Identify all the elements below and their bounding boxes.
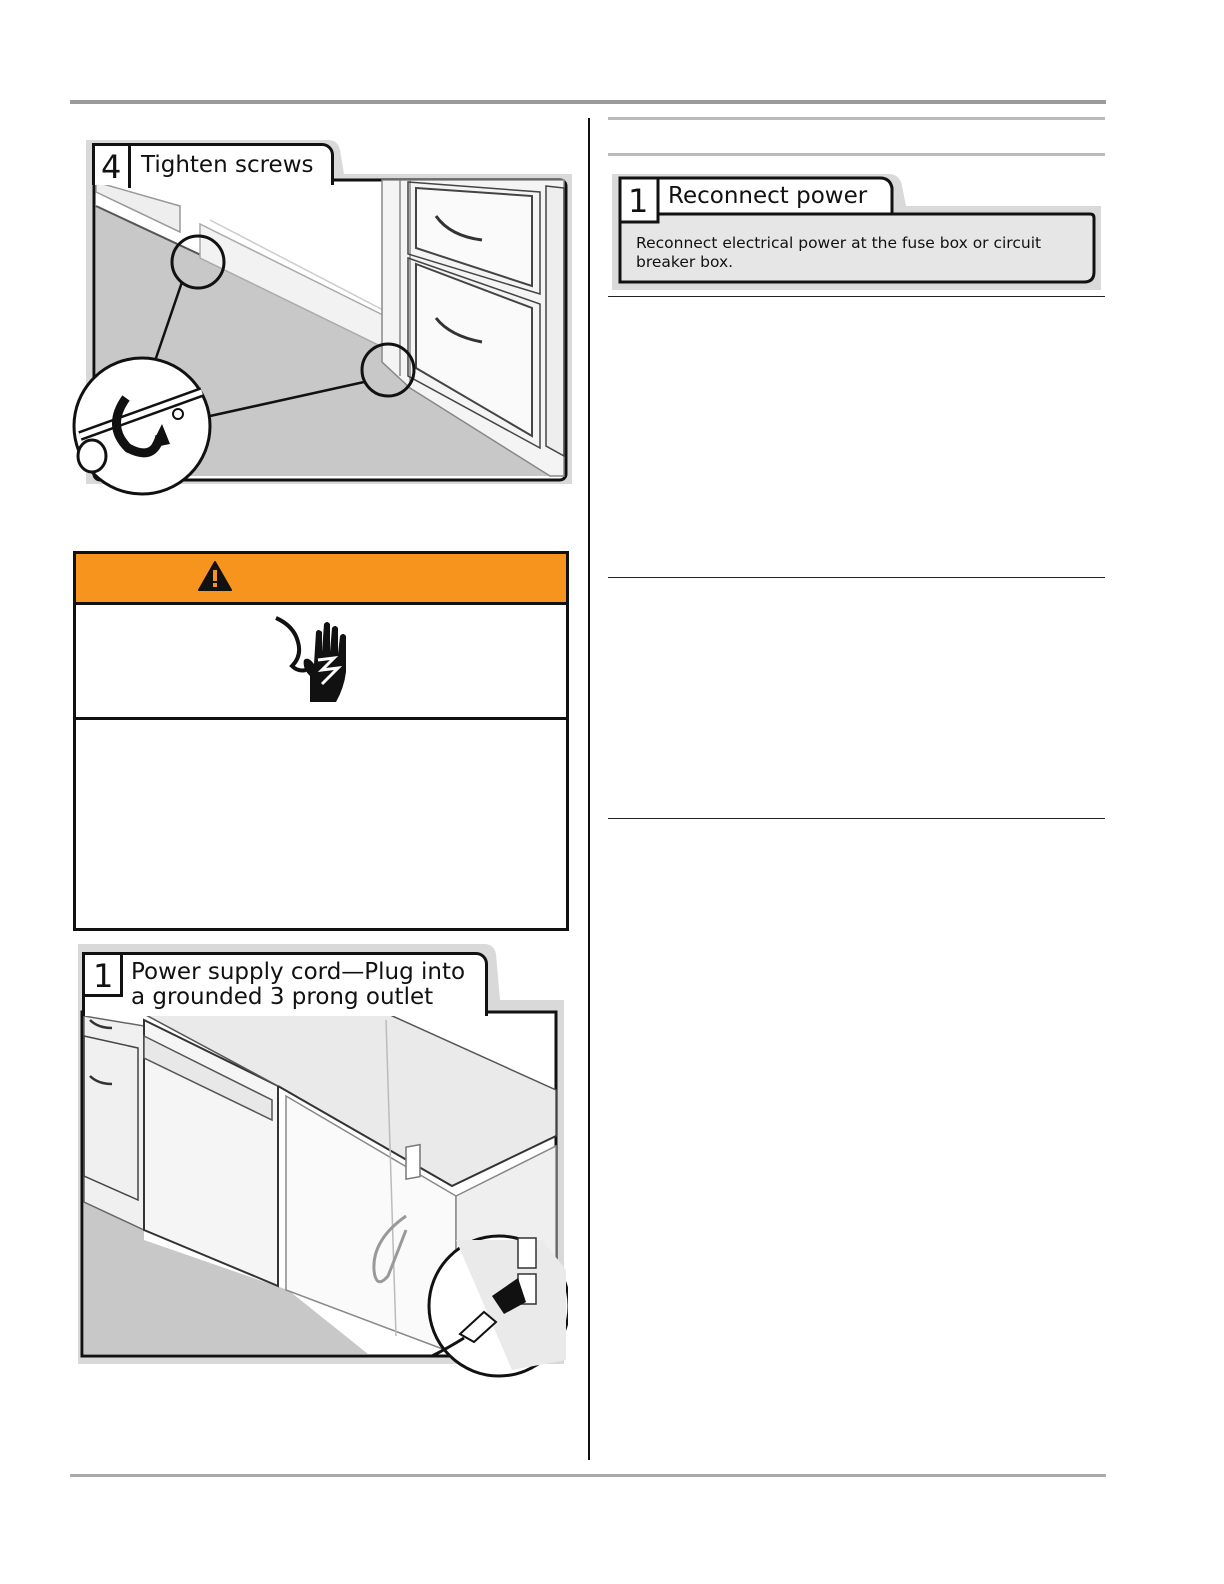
step-4-number: 4 — [101, 148, 122, 186]
column-divider — [588, 118, 590, 1460]
right-divider-2 — [608, 577, 1105, 578]
reconnect-step-title: Reconnect power — [668, 183, 868, 209]
power-cord-title-line1: Power supply cord—Plug into — [131, 959, 466, 985]
step-4-tab — [92, 143, 334, 185]
step-4-title: Tighten screws — [141, 152, 314, 178]
warning-box — [73, 551, 569, 931]
right-header-rule-2 — [608, 153, 1105, 156]
right-divider-1 — [608, 296, 1105, 297]
right-header-rule-1 — [608, 117, 1105, 120]
electrical-shock-hand-icon — [272, 612, 358, 704]
warning-triangle-icon — [198, 560, 232, 592]
power-cord-title-line2: a grounded 3 prong outlet — [131, 984, 434, 1010]
power-cord-tab — [82, 952, 488, 1016]
warning-header — [76, 554, 566, 605]
warning-symbol-row — [76, 602, 566, 720]
reconnect-step-number: 1 — [628, 182, 649, 220]
top-rule — [70, 100, 1106, 104]
right-divider-3 — [608, 818, 1105, 819]
power-cord-number-box — [85, 955, 123, 997]
tighten-screws-figure — [70, 136, 575, 498]
reconnect-instructions — [636, 234, 1041, 272]
power-cord-step-number: 1 — [93, 957, 114, 995]
reconnect-body-line2: breaker box. — [636, 253, 734, 271]
tighten-screws-illustration — [70, 136, 575, 498]
step-4-number-box — [95, 146, 131, 188]
bottom-rule — [70, 1474, 1106, 1477]
reconnect-body-line1: Reconnect electrical power at the fuse box or circuit — [636, 234, 1042, 252]
reconnect-power-card — [612, 172, 1101, 290]
